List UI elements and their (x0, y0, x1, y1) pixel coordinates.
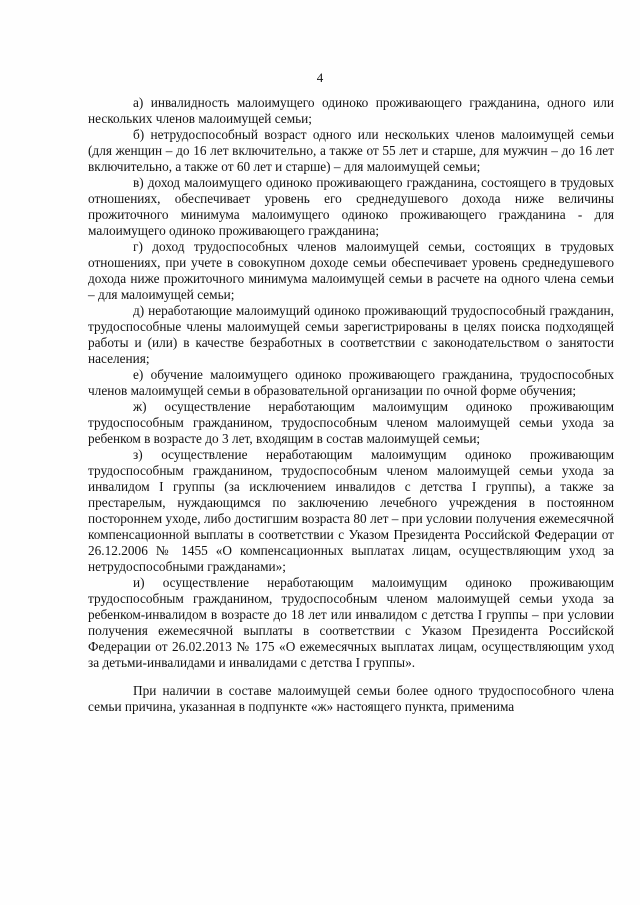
paragraph-v: в) доход малоимущего одиноко проживающего гражданина, состоящего в трудовых отношениях, обеспечивает уровень его среднедушевого дохода ниже величины прожиточного минимума малоимущего одиноко проживающего гражданина - для малоимущего одиноко проживающего гражданина; (88, 175, 614, 238)
paragraph-z: з) осуществление неработающим малоимущим одиноко проживающим трудоспособным гражданином, трудоспособным членом малоимущей семьи ухода за инвалидом I группы (за исключением инвалидов с детства I группы), а также за престарелым, нуждающимся по заключению лечебного учреждения в постоянном постороннем уходе, либо достигшим возраста 80 лет – при условии получения ежемесячной компенсационной выплаты в соответствии с Указом Президента Российской Федерации от 26.12.2006 № 1455 «О компенсационных выплатах лицам, осуществляющим уход за нетрудоспособными гражданами»; (88, 447, 614, 574)
paragraph-e: е) обучение малоимущего одиноко проживающего гражданина, трудоспособных членов малоимущей семьи в образовательной организации по очной форме обучения; (88, 367, 614, 398)
paragraph-b: б) нетрудоспособный возраст одного или нескольких членов малоимущей семьи (для женщин – до 16 лет включительно, а также от 55 лет и старше, для мужчин – до 16 лет включительно, а также от 60 лет и старше) – для малоимущей семьи; (88, 127, 614, 174)
page-number: 4 (316, 70, 324, 85)
document-body (88, 95, 614, 715)
paragraph-zh: ж) осуществление неработающим малоимущим одиноко проживающим трудоспособным гражданином, трудоспособным членом малоимущей семьи ухода за ребенком в возрасте до 3 лет, входящим в состав малоимущей семьи; (88, 399, 614, 446)
paragraph-g: г) доход трудоспособных членов малоимущей семьи, состоящих в трудовых отношениях, при учете в совокупном доходе семьи обеспечивает уровень среднедушевого дохода ниже прожиточного минимума малоимущей семьи в расчете на одного члена семьи – для малоимущей семьи; (88, 239, 614, 302)
paragraph-a: а) инвалидность малоимущего одиноко проживающего гражданина, одного или нескольких членов малоимущей семьи; (88, 95, 614, 126)
paragraph-final: При наличии в составе малоимущей семьи более одного трудоспособного члена семьи причина, указанная в подпункте «ж» настоящего пункта, применима (88, 683, 614, 714)
paragraph-d: д) неработающие малоимущий одиноко проживающий трудоспособный гражданин, трудоспособные члены малоимущей семьи зарегистрированы в целях поиска подходящей работы и (или) в качестве безработных в соответствии с законодательством о занятости населения; (88, 303, 614, 366)
paragraph-i: и) осуществление неработающим малоимущим одиноко проживающим трудоспособным гражданином, трудоспособным членом малоимущей семьи ухода за ребенком-инвалидом в возрасте до 18 лет или инвалидом с детства I группы – при условии получения ежемесячной выплаты в соответствии с Указом Президента Российской Федерации от 26.02.2013 № 175 «О ежемесячных выплатах лицам, осуществляющим уход за детьми-инвалидами и инвалидами с детства I группы». (88, 575, 614, 670)
